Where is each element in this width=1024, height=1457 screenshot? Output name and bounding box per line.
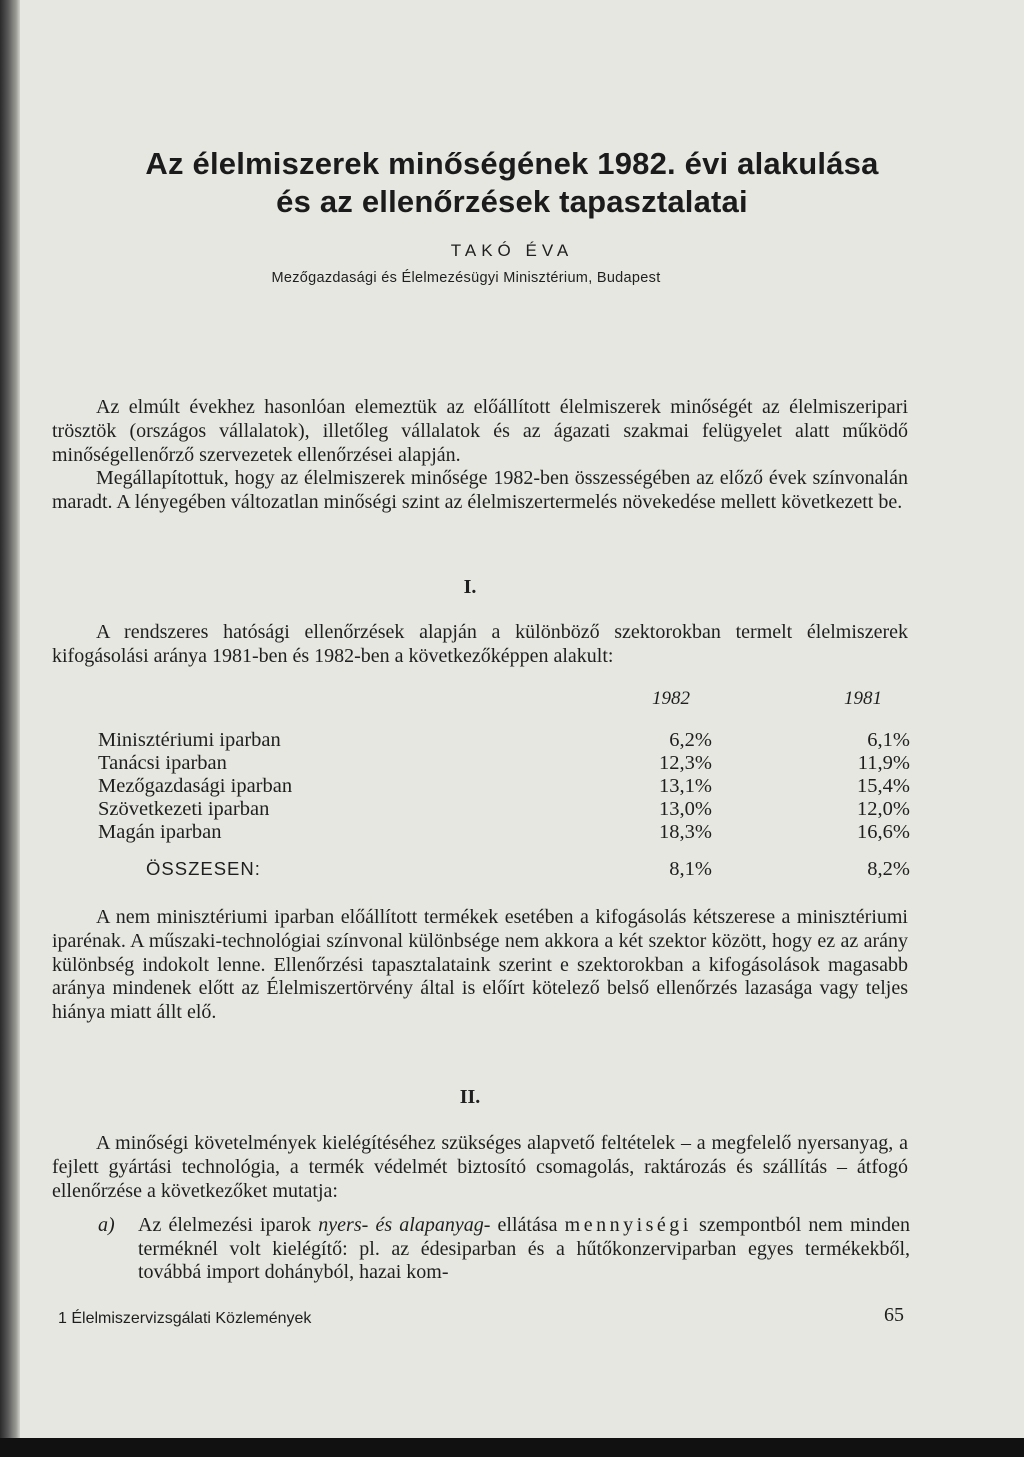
intro-paragraph-2: Megállapítottuk, hogy az élelmiszerek minősége 1982-ben összességében az előző évek színvonalán maradt. A lényegében változatlan minőségi szint az élelmiszertermelés növekedése mellett következett be. (52, 467, 908, 514)
value-1982: 18,3% (659, 821, 712, 843)
section-1-follow-paragraph: A nem minisztériumi iparban előállított termékek esetében a kifogásolás kétszerese a minisztériumi iparénak. A műszaki-technológiai színvonal különbsége nem akkora a két szektor között, hogy ez az arány különbség indokolt lenne. Ellenőrzési tapasztalataink szerint e szektorokban a kifogásolások magasabb aránya mindenek előtt az Élelmiszertörvény által is előírt kötelező belső ellenőrzés lazasága vagy teljes hiánya miatt állt elő. (52, 906, 908, 1024)
list-text: szempontból nem minden terméknél volt kielégítő: pl. az édesiparban és a hűtőkonzerviparban egyes termékekből, továbbá import dohányból, hazai kom- (138, 1214, 910, 1284)
list-item-a (98, 1214, 910, 1285)
row-label: Tanácsi iparban (98, 752, 227, 774)
scan-bottom-edge (0, 1438, 1024, 1457)
section-1-follow (52, 906, 908, 1025)
total-label: ÖSSZESEN: (146, 858, 261, 879)
list-item-body (138, 1214, 910, 1285)
page-number: 65 (884, 1304, 904, 1326)
column-header-1981: 1981 (844, 688, 882, 709)
row-label: Minisztériumi iparban (98, 729, 281, 751)
journal-footer: 1 Élelmiszervizsgálati Közlemények (58, 1310, 312, 1327)
intro-paragraph-1: Az elmúlt évekhez hasonlóan elemeztük az előállított élelmiszerek minőségét az élelmiszeripari trösztök (országos vállalatok), illetőleg vállalatok és az ágazati szakmai felügyelet alatt működő minőségellenőrző szervezetek ellenőrzései alapján. (52, 396, 908, 466)
value-1982: 13,0% (659, 798, 712, 820)
total-1981: 8,2% (867, 858, 910, 880)
row-label: Magán iparban (98, 821, 222, 843)
section-2-lead-paragraph: A minőségi követelmények kielégítéséhez szükséges alapvető feltételek – a megfelelő nyersanyag, a fejlett gyártási technológia, a termék védelmét biztosító csomagolás, raktározás és szállítás – átfogó ellenőrzése a következőket mutatja: (52, 1132, 908, 1202)
table-row (98, 752, 910, 776)
value-1982: 6,2% (669, 729, 712, 751)
section-heading-2: II. (459, 1086, 481, 1108)
section-2-lead (52, 1132, 908, 1203)
author-affiliation: Mezőgazdasági és Élelmezésügyi Minisztérium, Budapest (271, 270, 661, 286)
list-text-spaced: mennyiségi (564, 1214, 692, 1236)
row-label: Szövetkezeti iparban (98, 798, 270, 820)
list-text: Az élelmezési iparok (138, 1214, 319, 1236)
table-row (98, 729, 910, 753)
value-1982: 13,1% (659, 775, 712, 797)
section-1-lead-paragraph: A rendszeres hatósági ellenőrzések alapján a különböző szektorokban termelt élelmiszerek kifogásolási aránya 1981-ben és 1982-ben a következőképpen alakult: (52, 621, 908, 667)
section-1-lead (52, 621, 908, 669)
value-1981: 16,6% (857, 821, 910, 843)
list-text: ellátása (490, 1214, 565, 1236)
table-row (98, 775, 910, 799)
table-row (98, 798, 910, 822)
row-label: Mezőgazdasági iparban (98, 775, 293, 797)
column-header-1982: 1982 (652, 688, 690, 709)
list-marker: a) (98, 1214, 115, 1236)
section-heading-1: I. (463, 576, 477, 598)
value-1981: 12,0% (857, 798, 910, 820)
total-1982: 8,1% (669, 858, 712, 880)
intro-text (52, 396, 908, 515)
article-title-line-1: Az élelmiszerek minőségének 1982. évi alakulása (145, 146, 879, 181)
value-1982: 12,3% (659, 752, 712, 774)
value-1981: 15,4% (857, 775, 910, 797)
list-text-italic: nyers- és alapanyag- (318, 1214, 491, 1236)
article-title-line-2: és az ellenőrzések tapasztalatai (276, 184, 748, 219)
author-name: TAKÓ ÉVA (450, 241, 574, 260)
table-row (98, 821, 910, 845)
value-1981: 11,9% (857, 752, 910, 774)
table-total-row (98, 858, 910, 882)
value-1981: 6,1% (867, 729, 910, 751)
